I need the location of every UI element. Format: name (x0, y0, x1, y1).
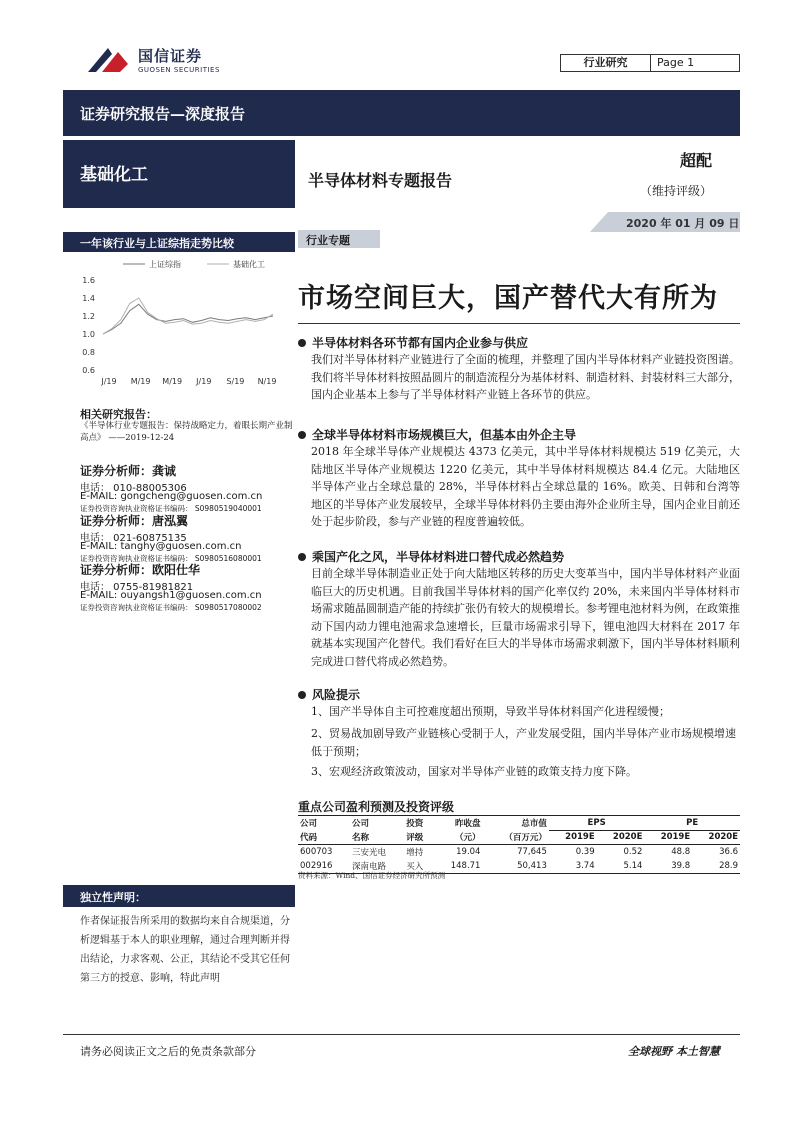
risk-item-3: 3、宏观经济政策波动，国家对半导体产业链的政策支持力度下降。 (311, 765, 637, 778)
analyst-1-cert: 证券投资咨询执业资格证书编码： S0980519040001 (80, 504, 262, 513)
th-eps: EPS (549, 816, 645, 831)
bullet-dot-icon (298, 339, 306, 347)
headline: 市场空间巨大，国产替代大有所为 (298, 283, 718, 314)
th-rating: 投资 (406, 819, 424, 829)
bullet-body-3: 目前全球半导体制造业正处于向大陆地区转移的历史大变革当中，国内半导体材料产业面临巨大的历史机遇。目前我国半导体材料的国产化率仅约 20%，未来国内半导体材料市场需求随晶圆制造产能的持续扩张仍有较大的规模增长。参考锂电池材料为例，在政策推动下国内动力锂电池需求急速增长，巨量市场需求引导下，锂电池四大材料在 2017 年就基本实现国产化替代。我们看好在巨大的半导体市场需求刺激下，国内半导体材料顺利完成进口替代将成必然趋势。 (311, 567, 740, 668)
related-report: 《半导体行业专题报告：保持战略定力，着眼长期产业制高点》 ——2019-12-24 (80, 421, 293, 443)
th-mcap: 总市值 (521, 819, 547, 829)
th-pe: PE (644, 816, 740, 831)
y-tick-label: 1.0 (82, 330, 95, 339)
x-tick-label: M/19 (130, 377, 151, 386)
y-tick-label: 1.2 (82, 312, 95, 321)
table-row: 600703 三安光电 增持 19.04 77,645 0.39 0.52 48.8 36.6 (300, 847, 738, 858)
bullet-head-4: 风险提示 (298, 686, 360, 703)
headline-rule (298, 323, 740, 324)
rating: 超配 (680, 151, 713, 170)
y-tick-label: 1.6 (82, 276, 95, 285)
report-type: 证券研究报告—深度报告 (80, 105, 246, 123)
analyst-2-email[interactable]: E-MAIL: tanghy@guosen.com.cn (80, 541, 242, 552)
header-tag (560, 54, 740, 72)
category-label: 行业研究 (561, 55, 651, 71)
y-tick-label: 0.8 (82, 348, 95, 357)
analyst-3-cert: 证券投资咨询执业资格证书编码： S0980517080002 (80, 603, 262, 612)
trend-chart (63, 256, 295, 394)
x-tick-label: M/19 (162, 377, 183, 386)
footer-disclaimer[interactable]: 请务必阅读正文之后的免责条款部分 (80, 1045, 256, 1058)
table-source: 资料来源：Wind、国信证券经济研究所预测 (298, 871, 446, 880)
th2-eps-2019: 2019E (565, 832, 595, 843)
independence-body: 作者保证报告所采用的数据均来自合规渠道，分析逻辑基于本人的职业理解，通过合理判断并得出结论，力求客观、公正，其结论不受其它任何第三方的授意、影响，特此声明 (80, 916, 290, 984)
x-tick-label: S/19 (226, 377, 245, 386)
analyst-2: 证券分析师：唐泓翼 (80, 514, 189, 528)
th2-eps-2020: 2020E (612, 832, 643, 843)
bullet-body-1: 我们对半导体材料产业链进行了全面的梳理，并整理了国内半导体材料产业链投资图谱。我们将半导体材料按照晶圆片的制造流程分为基体材料、制造材料、封装材料三大部分，国内企业基本上参与了半导体材料产业链上各环节的供应。 (311, 353, 740, 401)
brand-name: 国信证券 (138, 47, 203, 65)
brand-name-en: GUOSEN SECURITIES (138, 66, 220, 74)
x-tick-label: J/19 (101, 377, 117, 386)
footer-slogan: 全球视野 本土智慧 (628, 1045, 720, 1058)
legend-label: 基础化工 (233, 260, 265, 269)
series-line-2 (103, 298, 273, 334)
table-title: 重点公司盈利预测及投资评级 (298, 800, 455, 814)
report-subject: 半导体材料专题报告 (308, 171, 453, 190)
risk-item-2: 2、贸易战加剧导致产业链核心受制于人，产业发展受阻，国内半导体产业市场规模增速低于预期； (311, 727, 736, 758)
analyst-1-email[interactable]: E-MAIL: gongcheng@guosen.com.cn (80, 491, 263, 502)
bullet-head-3: 乘国产化之风，半导体材料进口替代成必然趋势 (298, 548, 564, 565)
related-heading: 相关研究报告： (80, 408, 157, 421)
analyst-3: 证券分析师：欧阳仕华 (80, 563, 201, 577)
th2-mcap: （百万元） (504, 833, 547, 843)
analyst-1: 证券分析师：龚诚 (80, 464, 177, 478)
bullet-dot-icon (298, 553, 306, 561)
risk-item-1: 1、国产半导体自主可控难度超出预期，导致半导体材料国产化进程缓慢； (311, 705, 670, 718)
th-code: 公司 (300, 819, 318, 829)
th-name: 公司 (352, 819, 370, 829)
independence-heading: 独立性声明： (80, 891, 146, 904)
y-tick-label: 1.4 (82, 294, 95, 303)
analyst-2-cert: 证券投资咨询执业资格证书编码： S0980516080001 (80, 554, 262, 563)
bullet-head-2: 全球半导体材料市场规模巨大，但基本由外企主导 (298, 426, 576, 443)
footer-rule (63, 1034, 740, 1035)
th2-name: 名称 (352, 833, 370, 843)
th2-pe-2019: 2019E (660, 832, 691, 843)
legend-label: 上证综指 (149, 260, 181, 269)
y-tick-label: 0.6 (82, 366, 95, 375)
analyst-2-phone: 电话： 021-60875135 (80, 533, 187, 544)
x-tick-label: N/19 (257, 377, 277, 386)
th2-rating: 评级 (406, 833, 424, 843)
th2-pe-2020: 2020E (708, 832, 738, 843)
page-label: Page 1 (657, 56, 695, 69)
analyst-3-email[interactable]: E-MAIL: ouyangsh1@guosen.com.cn (80, 590, 262, 601)
bullet-dot-icon (298, 431, 306, 439)
th2-code: 代码 (300, 833, 318, 843)
section-tag: 行业专题 (306, 234, 350, 247)
forecast-table (298, 815, 740, 874)
th2-close: （元） (454, 833, 481, 843)
th-close: 昨收盘 (454, 819, 481, 829)
analyst-3-phone: 电话： 0755-81981821 (80, 582, 194, 593)
x-tick-label: J/19 (196, 377, 212, 386)
chart-heading: 一年该行业与上证综指走势比较 (80, 237, 234, 250)
bullet-dot-icon (298, 691, 306, 699)
series-line-1 (103, 304, 273, 334)
guosen-logo-icon (84, 44, 132, 76)
rating-note: （维持评级） (640, 184, 713, 198)
industry: 基础化工 (80, 165, 148, 185)
bullet-head-1: 半导体材料各环节都有国内企业参与供应 (298, 334, 528, 351)
analyst-1-phone: 电话： 010-88005306 (80, 483, 187, 494)
table-row: 002916 深南电路 买入 148.71 50,413 3.74 5.14 39.8 28.9 (300, 861, 738, 872)
bullet-body-2: 2018 年全球半导体产业规模达 4373 亿美元，其中半导体材料规模达 519 亿美元，大陆地区半导体产业规模达 1220 亿美元，其中半导体材料规模达 84.4 亿元。大陆地区半导体产业占全球总量的 28%，半导体材料占全球总量的 16%。欧美、日韩和台湾等地区的半导体产业发展较早，全球半导体材料仍主要由海外企业所主导，国内企业目前还处于起步阶段，参与产业链的程度普遍较低。 (311, 445, 740, 528)
report-date: 2020 年 01 月 09 日 (626, 217, 740, 230)
